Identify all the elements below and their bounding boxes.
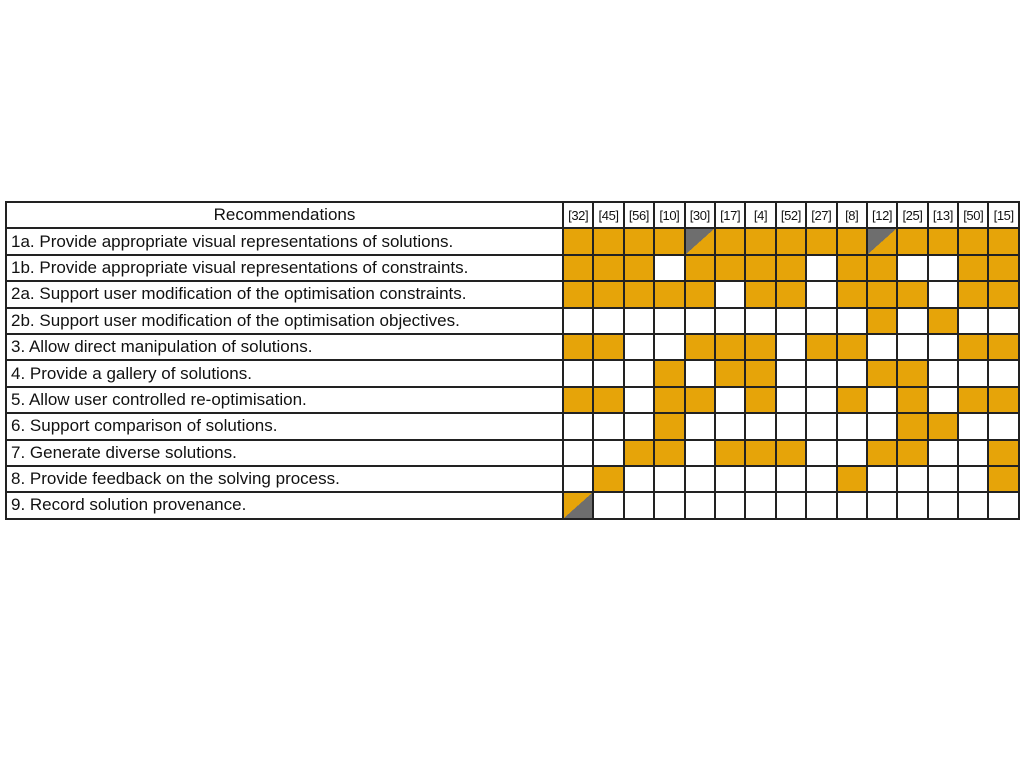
reference-header: [4] xyxy=(745,202,775,228)
coverage-cell-full xyxy=(654,440,684,466)
coverage-cell-none xyxy=(928,440,958,466)
coverage-cell-full xyxy=(745,387,775,413)
coverage-cell-none xyxy=(958,413,988,439)
recommendation-label: 2b. Support user modification of the optimisation objectives. xyxy=(6,308,563,334)
coverage-cell-none xyxy=(837,492,867,518)
coverage-cell-full xyxy=(563,228,593,254)
coverage-cell-none xyxy=(593,413,623,439)
recommendation-label: 3. Allow direct manipulation of solutions. xyxy=(6,334,563,360)
recommendation-row xyxy=(6,387,1019,413)
reference-header: [30] xyxy=(685,202,715,228)
coverage-cell-none xyxy=(563,440,593,466)
coverage-cell-none xyxy=(897,255,927,281)
coverage-cell-full xyxy=(897,413,927,439)
recommendation-label: 9. Record solution provenance. xyxy=(6,492,563,518)
recommendation-label: 1b. Provide appropriate visual representations of constraints. xyxy=(6,255,563,281)
coverage-cell-none xyxy=(776,466,806,492)
coverage-cell-full xyxy=(563,281,593,307)
coverage-cell-full xyxy=(837,228,867,254)
coverage-cell-full xyxy=(593,281,623,307)
coverage-cell-full xyxy=(654,387,684,413)
coverage-cell-none xyxy=(624,360,654,386)
coverage-cell-full xyxy=(745,228,775,254)
coverage-cell-none xyxy=(867,334,897,360)
coverage-cell-none xyxy=(928,281,958,307)
coverage-cell-none xyxy=(654,334,684,360)
coverage-cell-full xyxy=(776,255,806,281)
coverage-cell-none xyxy=(806,281,836,307)
coverage-cell-full xyxy=(715,255,745,281)
reference-header: [45] xyxy=(593,202,623,228)
coverage-cell-full xyxy=(685,334,715,360)
coverage-cell-none xyxy=(776,334,806,360)
coverage-cell-full xyxy=(958,281,988,307)
recommendation-label: 4. Provide a gallery of solutions. xyxy=(6,360,563,386)
coverage-cell-full xyxy=(958,255,988,281)
coverage-cell-full xyxy=(745,334,775,360)
coverage-cell-none xyxy=(837,308,867,334)
coverage-cell-full xyxy=(867,255,897,281)
coverage-cell-none xyxy=(806,255,836,281)
coverage-cell-none xyxy=(928,492,958,518)
coverage-cell-full xyxy=(988,281,1018,307)
coverage-cell-full xyxy=(958,334,988,360)
coverage-cell-full xyxy=(593,466,623,492)
coverage-cell-none xyxy=(745,308,775,334)
coverage-cell-none xyxy=(867,387,897,413)
coverage-cell-partial xyxy=(867,228,897,254)
coverage-cell-none xyxy=(806,308,836,334)
coverage-cell-full xyxy=(685,255,715,281)
coverage-cell-full xyxy=(988,334,1018,360)
coverage-cell-partial xyxy=(685,228,715,254)
coverage-cell-full xyxy=(837,281,867,307)
coverage-cell-none xyxy=(776,360,806,386)
recommendation-row xyxy=(6,440,1019,466)
coverage-cell-full xyxy=(685,387,715,413)
coverage-cell-none xyxy=(745,466,775,492)
coverage-cell-full xyxy=(563,387,593,413)
coverage-cell-none xyxy=(563,308,593,334)
coverage-cell-full xyxy=(745,281,775,307)
recommendation-label: 2a. Support user modification of the optimisation constraints. xyxy=(6,281,563,307)
coverage-cell-full xyxy=(806,334,836,360)
coverage-cell-full xyxy=(624,255,654,281)
coverage-cell-full xyxy=(715,334,745,360)
coverage-cell-full xyxy=(715,440,745,466)
coverage-cell-none xyxy=(654,308,684,334)
coverage-cell-none xyxy=(988,413,1018,439)
coverage-cell-full xyxy=(988,440,1018,466)
coverage-cell-full xyxy=(897,387,927,413)
coverage-cell-full xyxy=(745,255,775,281)
coverage-cell-none xyxy=(928,387,958,413)
coverage-cell-none xyxy=(928,255,958,281)
reference-header: [27] xyxy=(806,202,836,228)
recommendation-label: 5. Allow user controlled re-optimisation. xyxy=(6,387,563,413)
coverage-cell-full xyxy=(654,228,684,254)
coverage-cell-full xyxy=(988,228,1018,254)
reference-header: [15] xyxy=(988,202,1018,228)
coverage-cell-none xyxy=(867,466,897,492)
coverage-cell-full xyxy=(867,360,897,386)
coverage-cell-none xyxy=(837,360,867,386)
coverage-cell-full xyxy=(563,334,593,360)
recommendations-matrix xyxy=(5,201,1020,520)
coverage-cell-full xyxy=(654,281,684,307)
recommendation-row xyxy=(6,413,1019,439)
coverage-cell-full xyxy=(806,228,836,254)
coverage-cell-full xyxy=(685,281,715,307)
coverage-cell-full xyxy=(897,281,927,307)
coverage-cell-none xyxy=(806,360,836,386)
coverage-cell-none xyxy=(715,387,745,413)
coverage-cell-full xyxy=(776,440,806,466)
coverage-cell-none xyxy=(593,360,623,386)
recommendation-row xyxy=(6,360,1019,386)
coverage-cell-none xyxy=(685,492,715,518)
reference-header: [32] xyxy=(563,202,593,228)
coverage-cell-none xyxy=(715,281,745,307)
reference-header: [56] xyxy=(624,202,654,228)
recommendation-label: 6. Support comparison of solutions. xyxy=(6,413,563,439)
coverage-cell-full xyxy=(928,228,958,254)
coverage-cell-none xyxy=(928,466,958,492)
coverage-cell-none xyxy=(897,492,927,518)
coverage-cell-none xyxy=(624,387,654,413)
coverage-cell-partial-br xyxy=(563,492,593,518)
coverage-cell-none xyxy=(624,308,654,334)
coverage-cell-none xyxy=(776,387,806,413)
coverage-cell-none xyxy=(928,360,958,386)
coverage-cell-full xyxy=(624,281,654,307)
coverage-cell-none xyxy=(988,360,1018,386)
coverage-cell-none xyxy=(624,492,654,518)
recommendations-header: Recommendations xyxy=(6,202,563,228)
reference-header: [10] xyxy=(654,202,684,228)
coverage-cell-none xyxy=(715,308,745,334)
coverage-cell-full xyxy=(745,360,775,386)
coverage-cell-none xyxy=(806,492,836,518)
coverage-cell-full xyxy=(867,281,897,307)
reference-header: [17] xyxy=(715,202,745,228)
coverage-cell-none xyxy=(958,492,988,518)
coverage-cell-none xyxy=(654,255,684,281)
coverage-cell-none xyxy=(958,466,988,492)
coverage-cell-full xyxy=(897,228,927,254)
coverage-cell-full xyxy=(624,440,654,466)
coverage-cell-none xyxy=(593,308,623,334)
recommendation-row xyxy=(6,334,1019,360)
coverage-cell-none xyxy=(685,466,715,492)
coverage-cell-none xyxy=(776,308,806,334)
reference-header: [12] xyxy=(867,202,897,228)
coverage-cell-none xyxy=(806,440,836,466)
coverage-cell-none xyxy=(685,440,715,466)
coverage-cell-full xyxy=(745,440,775,466)
recommendation-label: 7. Generate diverse solutions. xyxy=(6,440,563,466)
reference-header: [13] xyxy=(928,202,958,228)
coverage-cell-full xyxy=(563,255,593,281)
reference-header: [25] xyxy=(897,202,927,228)
header-row xyxy=(6,202,1019,228)
coverage-cell-none xyxy=(837,413,867,439)
reference-header: [52] xyxy=(776,202,806,228)
recommendation-row xyxy=(6,228,1019,254)
coverage-cell-full xyxy=(837,466,867,492)
coverage-cell-full xyxy=(715,360,745,386)
coverage-cell-none xyxy=(624,466,654,492)
coverage-cell-full xyxy=(867,308,897,334)
coverage-cell-full xyxy=(837,387,867,413)
coverage-cell-full xyxy=(958,228,988,254)
coverage-cell-none xyxy=(776,492,806,518)
coverage-cell-none xyxy=(624,334,654,360)
coverage-cell-full xyxy=(654,360,684,386)
coverage-cell-none xyxy=(654,492,684,518)
coverage-cell-none xyxy=(897,308,927,334)
coverage-cell-none xyxy=(806,387,836,413)
coverage-cell-none xyxy=(745,492,775,518)
coverage-cell-full xyxy=(776,228,806,254)
coverage-cell-full xyxy=(958,387,988,413)
coverage-cell-none xyxy=(928,334,958,360)
recommendation-label: 8. Provide feedback on the solving process. xyxy=(6,466,563,492)
coverage-cell-none xyxy=(685,360,715,386)
coverage-cell-none xyxy=(776,413,806,439)
coverage-cell-none xyxy=(958,440,988,466)
recommendation-row xyxy=(6,281,1019,307)
coverage-cell-none xyxy=(806,413,836,439)
coverage-cell-full xyxy=(654,413,684,439)
reference-header: [50] xyxy=(958,202,988,228)
coverage-cell-none xyxy=(897,466,927,492)
coverage-cell-none xyxy=(715,492,745,518)
coverage-cell-none xyxy=(654,466,684,492)
coverage-cell-none xyxy=(958,360,988,386)
coverage-cell-none xyxy=(715,413,745,439)
coverage-cell-full xyxy=(715,228,745,254)
coverage-cell-none xyxy=(745,413,775,439)
coverage-cell-none xyxy=(563,360,593,386)
coverage-cell-full xyxy=(988,466,1018,492)
coverage-cell-full xyxy=(988,387,1018,413)
coverage-cell-full xyxy=(928,413,958,439)
coverage-cell-none xyxy=(715,466,745,492)
matrix-body xyxy=(6,228,1019,518)
coverage-cell-full xyxy=(867,440,897,466)
recommendation-row xyxy=(6,466,1019,492)
coverage-cell-full xyxy=(776,281,806,307)
coverage-cell-none xyxy=(806,466,836,492)
coverage-cell-full xyxy=(593,228,623,254)
coverage-cell-full xyxy=(897,360,927,386)
coverage-cell-none xyxy=(988,308,1018,334)
coverage-cell-none xyxy=(563,413,593,439)
coverage-cell-none xyxy=(958,308,988,334)
coverage-cell-full xyxy=(593,387,623,413)
recommendation-row xyxy=(6,255,1019,281)
coverage-cell-none xyxy=(593,492,623,518)
coverage-cell-none xyxy=(593,440,623,466)
coverage-cell-none xyxy=(837,440,867,466)
coverage-cell-full xyxy=(593,334,623,360)
coverage-cell-full xyxy=(837,255,867,281)
coverage-cell-full xyxy=(593,255,623,281)
recommendation-row xyxy=(6,308,1019,334)
coverage-cell-none xyxy=(867,492,897,518)
recommendation-label: 1a. Provide appropriate visual representations of solutions. xyxy=(6,228,563,254)
coverage-cell-full xyxy=(837,334,867,360)
coverage-cell-none xyxy=(685,413,715,439)
reference-header: [8] xyxy=(837,202,867,228)
recommendation-row xyxy=(6,492,1019,518)
coverage-cell-none xyxy=(988,492,1018,518)
coverage-cell-full xyxy=(928,308,958,334)
coverage-cell-none xyxy=(897,334,927,360)
coverage-cell-full xyxy=(897,440,927,466)
coverage-cell-full xyxy=(624,228,654,254)
coverage-cell-none xyxy=(867,413,897,439)
coverage-cell-none xyxy=(563,466,593,492)
coverage-cell-none xyxy=(685,308,715,334)
coverage-cell-none xyxy=(624,413,654,439)
coverage-cell-full xyxy=(988,255,1018,281)
